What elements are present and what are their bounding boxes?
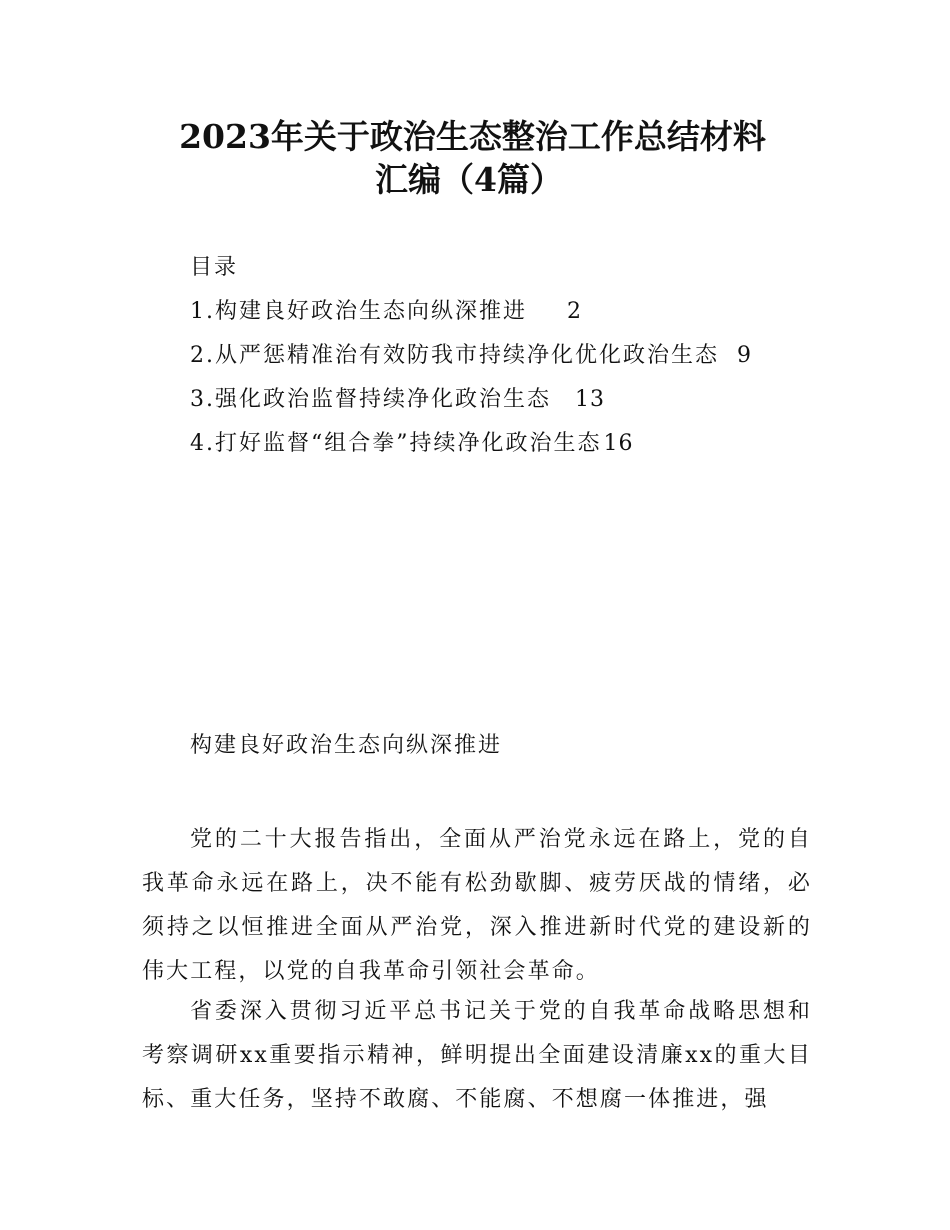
toc-item-label: 2.从严惩精准治有效防我市持续净化优化政治生态 [190,343,719,368]
toc-item-page: 16 [603,431,634,456]
toc-item[interactable] [190,426,752,470]
document-title-line-2: 汇编（4篇） [375,160,563,199]
toc-item-page: 9 [737,343,752,368]
toc-heading: 目录 [190,255,239,280]
toc-item-label: 1.构建良好政治生态向纵深推进 [190,299,527,324]
body-paragraph: 省委深入贯彻习近平总书记关于党的自我革命战略思想和考察调研xx重要指示精神，鲜明提出全面建设清廉xx的重大目标、重大任务，坚持不敢腐、不能腐、不想腐一体推进，强 [142,999,812,1112]
toc-item-label: 4.打好监督“组合拳”持续净化政治生态 [190,431,602,456]
body-paragraph: 党的二十大报告指出，全面从严治党永远在路上，党的自我革命永远在路上，决不能有松劲歇脚、疲劳厌战的情绪，必须持之以恒推进全面从严治党，深入推进新时代党的建设新的伟大工程，以党的自我革命引领社会革命。 [142,827,812,984]
toc-item[interactable] [190,338,752,382]
toc-item[interactable] [190,382,752,426]
toc-item-page: 13 [575,387,605,412]
section-title: 构建良好政治生态向纵深推进 [190,733,503,758]
toc-item-label: 3.强化政治监督持续净化政治生态 [190,387,551,412]
toc-item-page: 2 [567,299,582,324]
table-of-contents [190,294,752,470]
toc-item[interactable] [190,294,752,338]
document-title-line-1: 2023年关于政治生态整治工作总结材料 [179,117,766,156]
